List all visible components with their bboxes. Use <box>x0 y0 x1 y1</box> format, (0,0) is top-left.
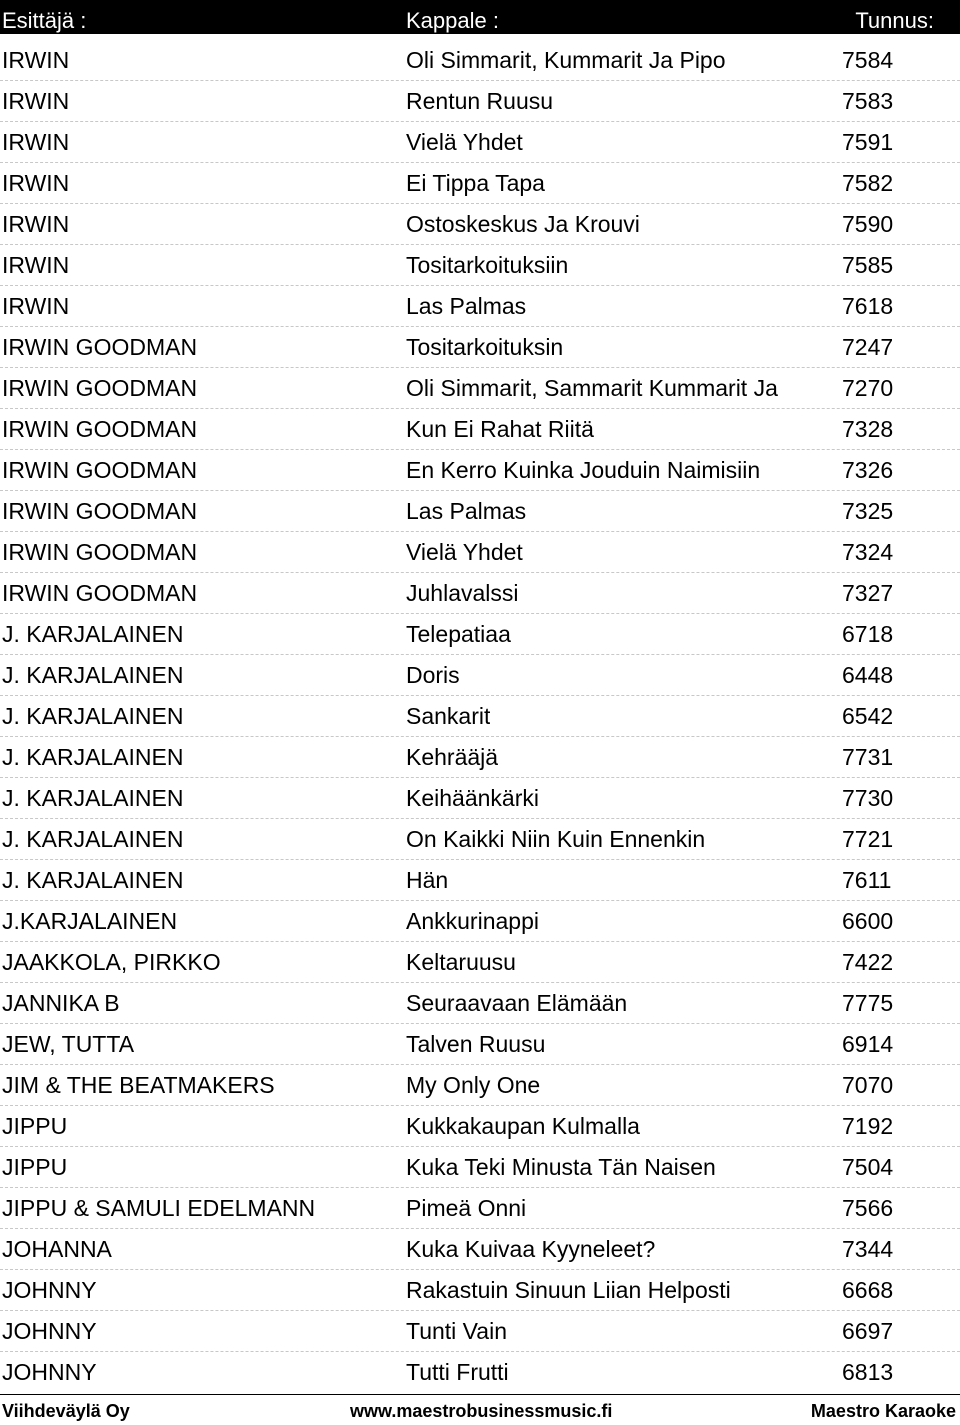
table-row <box>0 655 960 696</box>
table-row <box>0 983 960 1024</box>
row-artist: IRWIN <box>2 47 70 73</box>
row-song: En Kerro Kuinka Jouduin Naimisiin <box>406 457 761 483</box>
row-code: 7324 <box>842 539 894 565</box>
row-song: My Only One <box>406 1072 541 1098</box>
row-song: Oli Simmarit, Kummarit Ja Pipo <box>406 47 726 73</box>
table-row <box>0 1311 960 1352</box>
row-code: 6813 <box>842 1359 894 1385</box>
song-list <box>0 40 960 1392</box>
table-row <box>0 573 960 614</box>
footer-brand: Maestro Karaoke <box>810 1401 956 1421</box>
row-song: Las Palmas <box>406 293 527 319</box>
row-code: 7618 <box>842 293 894 319</box>
row-song: Hän <box>406 867 449 893</box>
row-song: Keltaruusu <box>406 949 516 975</box>
row-code: 7328 <box>842 416 894 442</box>
table-row <box>0 532 960 573</box>
footer-website: www.maestrobusinessmusic.fi <box>350 1401 613 1421</box>
table-row <box>0 696 960 737</box>
table-row <box>0 40 960 81</box>
row-code: 7731 <box>842 744 894 770</box>
row-song: Oli Simmarit, Sammarit Kummarit Ja <box>406 375 778 401</box>
row-song: Talven Ruusu <box>406 1031 546 1057</box>
footer-divider <box>0 1394 960 1395</box>
row-song: Rentun Ruusu <box>406 88 554 114</box>
row-artist: JIPPU & SAMULI EDELMANN <box>2 1195 316 1221</box>
row-artist: J. KARJALAINEN <box>2 662 184 688</box>
row-code: 7327 <box>842 580 894 606</box>
row-code: 7591 <box>842 129 894 155</box>
row-code: 6718 <box>842 621 894 647</box>
row-code: 6448 <box>842 662 894 688</box>
row-code: 7192 <box>842 1113 894 1139</box>
header-code: Tunnus: <box>855 8 934 33</box>
row-artist: JAAKKOLA, PIRKKO <box>2 949 221 975</box>
row-code: 6600 <box>842 908 894 934</box>
row-code: 6668 <box>842 1277 894 1303</box>
row-artist: JIM & THE BEATMAKERS <box>2 1072 275 1098</box>
row-song: Vielä Yhdet <box>406 129 523 155</box>
row-song: Tutti Frutti <box>406 1359 509 1385</box>
table-row <box>0 901 960 942</box>
row-artist: IRWIN GOODMAN <box>2 334 198 360</box>
row-artist: JEW, TUTTA <box>2 1031 135 1057</box>
row-code: 7422 <box>842 949 894 975</box>
row-artist: IRWIN GOODMAN <box>2 416 198 442</box>
row-code: 6697 <box>842 1318 894 1344</box>
row-artist: IRWIN <box>2 211 70 237</box>
row-code: 7070 <box>842 1072 894 1098</box>
row-artist: J. KARJALAINEN <box>2 867 184 893</box>
table-row <box>0 1352 960 1392</box>
row-artist: IRWIN GOODMAN <box>2 539 198 565</box>
row-code: 7585 <box>842 252 894 278</box>
row-song: Kuka Teki Minusta Tän Naisen <box>406 1154 716 1180</box>
row-song: Ostoskeskus Ja Krouvi <box>406 211 640 237</box>
row-code: 7611 <box>842 867 892 893</box>
row-artist: JIPPU <box>2 1154 68 1180</box>
row-artist: IRWIN GOODMAN <box>2 498 198 524</box>
row-artist: JOHNNY <box>2 1277 97 1303</box>
row-code: 7730 <box>842 785 894 811</box>
row-artist: J.KARJALAINEN <box>2 908 178 934</box>
table-row <box>0 737 960 778</box>
row-song: Seuraavaan Elämään <box>406 990 628 1016</box>
row-artist: IRWIN <box>2 170 70 196</box>
row-code: 7325 <box>842 498 894 524</box>
row-artist: J. KARJALAINEN <box>2 826 184 852</box>
table-row <box>0 204 960 245</box>
table-row <box>0 1065 960 1106</box>
table-row <box>0 614 960 655</box>
table-row <box>0 81 960 122</box>
header-song: Kappale : <box>406 8 499 33</box>
table-row <box>0 819 960 860</box>
row-song: Pimeä Onni <box>406 1195 527 1221</box>
row-song: Kun Ei Rahat Riitä <box>406 416 594 442</box>
row-song: Ei Tippa Tapa <box>406 170 545 196</box>
table-row <box>0 450 960 491</box>
row-code: 7326 <box>842 457 894 483</box>
row-artist: J. KARJALAINEN <box>2 744 184 770</box>
row-artist: JIPPU <box>2 1113 68 1139</box>
row-code: 7583 <box>842 88 894 114</box>
row-code: 7344 <box>842 1236 894 1262</box>
row-code: 7504 <box>842 1154 894 1180</box>
table-row <box>0 860 960 901</box>
table-row <box>0 1024 960 1065</box>
table-row <box>0 1229 960 1270</box>
row-artist: JOHNNY <box>2 1318 97 1344</box>
row-song: Kehrääjä <box>406 744 499 770</box>
row-song: Tositarkoituksiin <box>406 252 569 278</box>
row-song: Tositarkoituksin <box>406 334 564 360</box>
row-artist: J. KARJALAINEN <box>2 621 184 647</box>
table-row <box>0 942 960 983</box>
table-row <box>0 368 960 409</box>
row-code: 7775 <box>842 990 894 1016</box>
row-song: Ankkurinappi <box>406 908 539 934</box>
row-song: Sankarit <box>406 703 491 729</box>
table-row <box>0 1270 960 1311</box>
table-row <box>0 245 960 286</box>
row-artist: IRWIN <box>2 293 70 319</box>
row-artist: JANNIKA B <box>2 990 120 1016</box>
row-code: 7582 <box>842 170 894 196</box>
row-artist: JOHANNA <box>2 1236 112 1262</box>
row-artist: JOHNNY <box>2 1359 97 1385</box>
row-artist: IRWIN GOODMAN <box>2 580 198 606</box>
row-code: 7721 <box>842 826 894 852</box>
page-footer <box>0 1396 960 1423</box>
row-song: On Kaikki Niin Kuin Ennenkin <box>406 826 706 852</box>
row-code: 6914 <box>842 1031 894 1057</box>
row-song: Vielä Yhdet <box>406 539 523 565</box>
row-song: Juhlavalssi <box>406 580 519 606</box>
row-song: Tunti Vain <box>406 1318 507 1344</box>
row-artist: IRWIN GOODMAN <box>2 457 198 483</box>
table-header <box>0 0 960 34</box>
table-row <box>0 1188 960 1229</box>
row-artist: IRWIN <box>2 129 70 155</box>
row-song: Telepatiaa <box>406 621 511 647</box>
table-row <box>0 1106 960 1147</box>
row-song: Las Palmas <box>406 498 527 524</box>
table-row <box>0 327 960 368</box>
table-row <box>0 778 960 819</box>
row-artist: J. KARJALAINEN <box>2 785 184 811</box>
table-row <box>0 1147 960 1188</box>
table-row <box>0 491 960 532</box>
table-row <box>0 163 960 204</box>
row-song: Rakastuin Sinuun Liian Helposti <box>406 1277 731 1303</box>
footer-company: Viihdeväylä Oy <box>2 1401 130 1421</box>
row-code: 7566 <box>842 1195 894 1221</box>
table-row <box>0 122 960 163</box>
row-artist: IRWIN GOODMAN <box>2 375 198 401</box>
row-artist: J. KARJALAINEN <box>2 703 184 729</box>
header-artist: Esittäjä : <box>2 8 87 33</box>
row-song: Kuka Kuivaa Kyyneleet? <box>406 1236 656 1262</box>
row-code: 7270 <box>842 375 894 401</box>
row-song: Keihäänkärki <box>406 785 539 811</box>
row-code: 6542 <box>842 703 894 729</box>
row-song: Doris <box>406 662 460 688</box>
row-code: 7247 <box>842 334 894 360</box>
row-song: Kukkakaupan Kulmalla <box>406 1113 640 1139</box>
row-artist: IRWIN <box>2 88 70 114</box>
row-code: 7584 <box>842 47 894 73</box>
row-artist: IRWIN <box>2 252 70 278</box>
table-row <box>0 409 960 450</box>
row-code: 7590 <box>842 211 894 237</box>
table-row <box>0 286 960 327</box>
